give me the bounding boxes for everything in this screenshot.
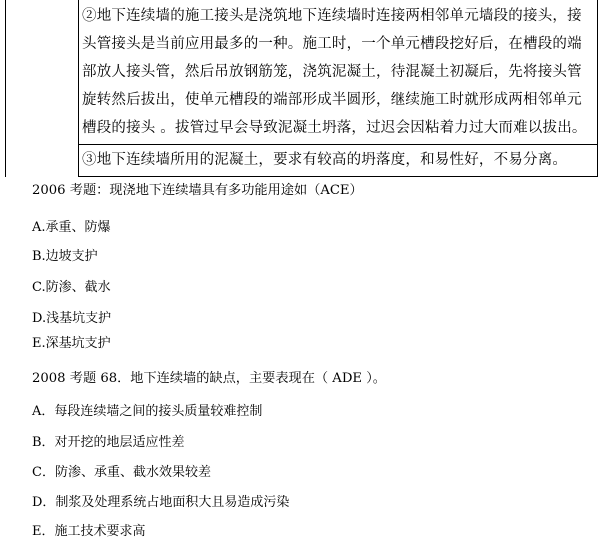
table-row-1-line: 槽段的接头 。拔管过早会导致泥凝土坍落，过迟会因粘着力过大而难以拔出。 bbox=[82, 120, 587, 136]
table-row-1-text bbox=[82, 2, 594, 142]
q2006-option: E.深基坑支护 bbox=[32, 336, 111, 351]
q2008-option: D．制浆及处理系统占地面积大且易造成污染 bbox=[32, 495, 290, 510]
q2008-question: 2008 考题 68．地下连续墙的缺点，主要表现在（ ADE ）。 bbox=[32, 371, 386, 386]
content-table bbox=[0, 0, 600, 177]
table-right-border bbox=[597, 0, 598, 177]
q2006-option: A.承重、防爆 bbox=[32, 220, 111, 235]
q2008-option: A．每段连续墙之间的接头质量较难控制 bbox=[32, 404, 263, 419]
table-inner-border bbox=[78, 0, 79, 177]
table-row-1-line: 部放人接头管，然后吊放钢筋笼，浇筑泥凝土，待混凝土初凝后，先将接头管 bbox=[82, 64, 582, 80]
table-row-divider bbox=[78, 144, 598, 145]
q2006-question: 2006 考题：现浇地下连续墙具有多功能用途如（ACE） bbox=[32, 183, 363, 198]
table-bottom-border bbox=[78, 176, 598, 177]
table-row-1-line: 旋转然后拔出，使单元槽段的端部形成半圆形，继续施工时就形成两相邻单元 bbox=[82, 92, 582, 108]
q2006-option: D.浅基坑支护 bbox=[32, 311, 112, 326]
table-row-1-line: 头管接头是当前应用最多的一种。施工时，一个单元槽段挖好后，在槽段的端 bbox=[82, 36, 582, 52]
q2008-option: B．对开挖的地层适应性差 bbox=[32, 435, 185, 450]
table-row-1-line: ②地下连续墙的施工接头是浇筑地下连续墙时连接两相邻单元墙段的接头，接 bbox=[82, 8, 582, 24]
q2006-option: B.边坡支护 bbox=[32, 249, 98, 264]
q2006-option: C.防渗、截水 bbox=[32, 280, 111, 295]
table-left-border bbox=[5, 0, 6, 177]
table-row-2-text: ③地下连续墙所用的泥凝土，要求有较高的坍落度，和易性好，不易分离。 bbox=[82, 152, 568, 168]
q2008-option: C．防渗、承重、截水效果较差 bbox=[32, 465, 211, 480]
q2008-option: E．施工技术要求高 bbox=[32, 524, 146, 539]
